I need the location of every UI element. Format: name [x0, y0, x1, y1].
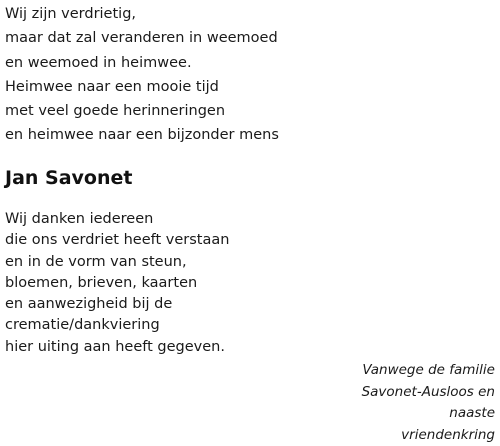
thanks-line: en aanwezigheid bij de — [5, 294, 229, 315]
thanks-line: bloemen, brieven, kaarten — [5, 273, 229, 294]
deceased-name: Jan Savonet — [5, 164, 132, 192]
thanks-line: en in de vorm van steun, — [5, 252, 229, 273]
signature-line: vriendenkring — [362, 425, 495, 446]
poem-line: Wij zijn verdrietig, — [5, 2, 279, 26]
poem-line: en heimwee naar een bijzonder mens — [5, 123, 279, 147]
thanks-line: die ons verdriet heeft verstaan — [5, 230, 229, 251]
poem-block — [5, 2, 279, 148]
thanks-line: crematie/dankviering — [5, 315, 229, 336]
poem-line: met veel goede herinneringen — [5, 99, 279, 123]
thanks-line: Wij danken iedereen — [5, 209, 229, 230]
poem-line: Heimwee naar een mooie tijd — [5, 75, 279, 99]
signature-line: Savonet-Ausloos en — [362, 382, 495, 404]
thanks-line: hier uiting aan heeft gegeven. — [5, 337, 229, 358]
signature-line: naaste — [362, 403, 495, 425]
family-signature — [362, 360, 495, 446]
signature-line: Vanwege de familie — [362, 360, 495, 382]
poem-line: maar dat zal veranderen in weemoed — [5, 26, 279, 50]
thanks-block — [5, 209, 229, 358]
poem-line: en weemoed in heimwee. — [5, 51, 279, 75]
